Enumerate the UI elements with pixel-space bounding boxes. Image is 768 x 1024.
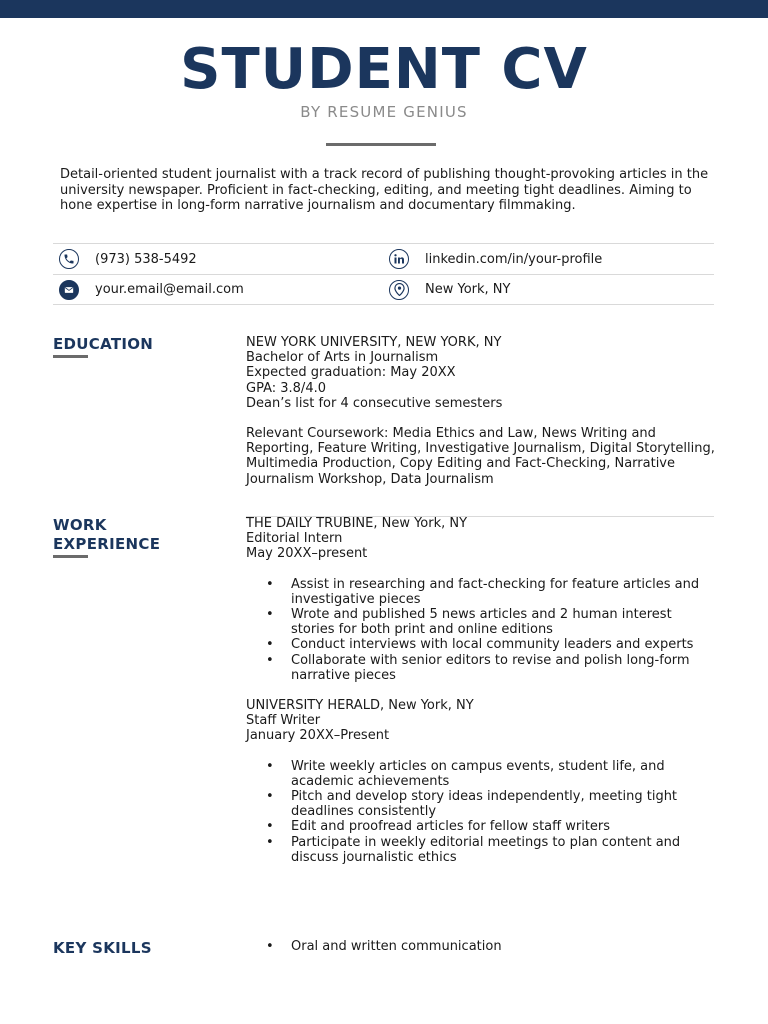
job-role: Staff Writer (246, 713, 321, 729)
bullet-item: • Write weekly articles on campus events, student life, and academic achievements (246, 759, 716, 789)
work-heading-line1: WORK (53, 516, 107, 534)
phone-number: (973) 538-5492 (95, 251, 197, 267)
contact-row (53, 243, 714, 274)
job-bullets (246, 759, 716, 865)
phone-icon (59, 249, 79, 269)
job-dates: May 20XX–present (246, 546, 368, 562)
education-content (246, 335, 716, 487)
gpa: GPA: 3.8/4.0 (246, 380, 326, 396)
contact-email (53, 280, 383, 300)
skills-heading: KEY SKILLS (53, 939, 152, 957)
job-dates: January 20XX–Present (246, 728, 390, 744)
employer: UNIVERSITY HERALD, New York, NY (246, 698, 474, 714)
contact-info (53, 243, 714, 305)
bullet-item: • Collaborate with senior editors to revise and polish long-form narrative pieces (246, 653, 716, 683)
job-entry (246, 516, 716, 683)
bullet-item: • Assist in researching and fact-checking for feature articles and investigative pieces (246, 577, 716, 607)
contact-linkedin (383, 249, 714, 269)
work-heading (53, 516, 160, 554)
work-content (246, 516, 716, 865)
email-icon (59, 280, 79, 300)
page-title: STUDENT CV (180, 37, 588, 102)
graduation-date: Expected graduation: May 20XX (246, 365, 456, 381)
title-divider (326, 143, 436, 146)
page-subtitle: BY RESUME GENIUS (300, 103, 468, 121)
location-text: New York, NY (425, 282, 511, 297)
contact-phone (53, 249, 383, 269)
education-heading-rule (53, 355, 88, 358)
skill-item: • Oral and written communication (246, 939, 716, 954)
employer: THE DAILY TRUBINE, New York, NY (246, 516, 468, 531)
contact-row (53, 274, 714, 305)
bullet-item: • Edit and proofread articles for fellow staff writers (246, 819, 716, 834)
honors: Dean’s list for 4 consecutive semesters (246, 395, 503, 411)
relevant-coursework: Relevant Coursework: Media Ethics and Law, News Writing and Reporting, Feature Writing, Investigative Journalism, Digital Storytelling, Multimedia Production, Copy Editing and Fact-Checking, Narrative Journalism Workshop, Data Journalism (246, 426, 715, 487)
school-name: NEW YORK UNIVERSITY, NEW YORK, NY (246, 335, 502, 350)
work-heading-rule (53, 555, 88, 558)
contact-location (383, 280, 714, 300)
bullet-item: • Conduct interviews with local community leaders and experts (246, 637, 716, 652)
job-bullets (246, 577, 716, 683)
top-accent-bar (0, 0, 768, 18)
skills-list (246, 939, 716, 954)
bullet-item: • Pitch and develop story ideas independently, meeting tight deadlines consistently (246, 789, 716, 819)
bullet-item: • Wrote and published 5 news articles and 2 human interest stories for both print and online editions (246, 607, 716, 637)
summary-paragraph: Detail-oriented student journalist with a track record of publishing thought-provoking articles in the university newspaper. Proficient in fact-checking, editing, and meeting tight deadlines. Aiming to hone expertise in long-form narrative journalism and documentary filmmaking. (60, 167, 709, 213)
degree: Bachelor of Arts in Journalism (246, 350, 439, 366)
email-address[interactable]: your.email@email.com (95, 282, 244, 297)
education-heading: EDUCATION (53, 335, 154, 353)
job-role: Editorial Intern (246, 531, 343, 547)
linkedin-icon (389, 249, 409, 269)
linkedin-url[interactable]: linkedin.com/in/your-profile (425, 251, 603, 267)
location-pin-icon (389, 280, 409, 300)
bullet-item: • Participate in weekly editorial meetings to plan content and discuss journalistic ethics (246, 835, 716, 865)
job-entry (246, 698, 716, 865)
work-heading-line2: EXPERIENCE (53, 535, 161, 553)
skills-content (246, 939, 716, 954)
